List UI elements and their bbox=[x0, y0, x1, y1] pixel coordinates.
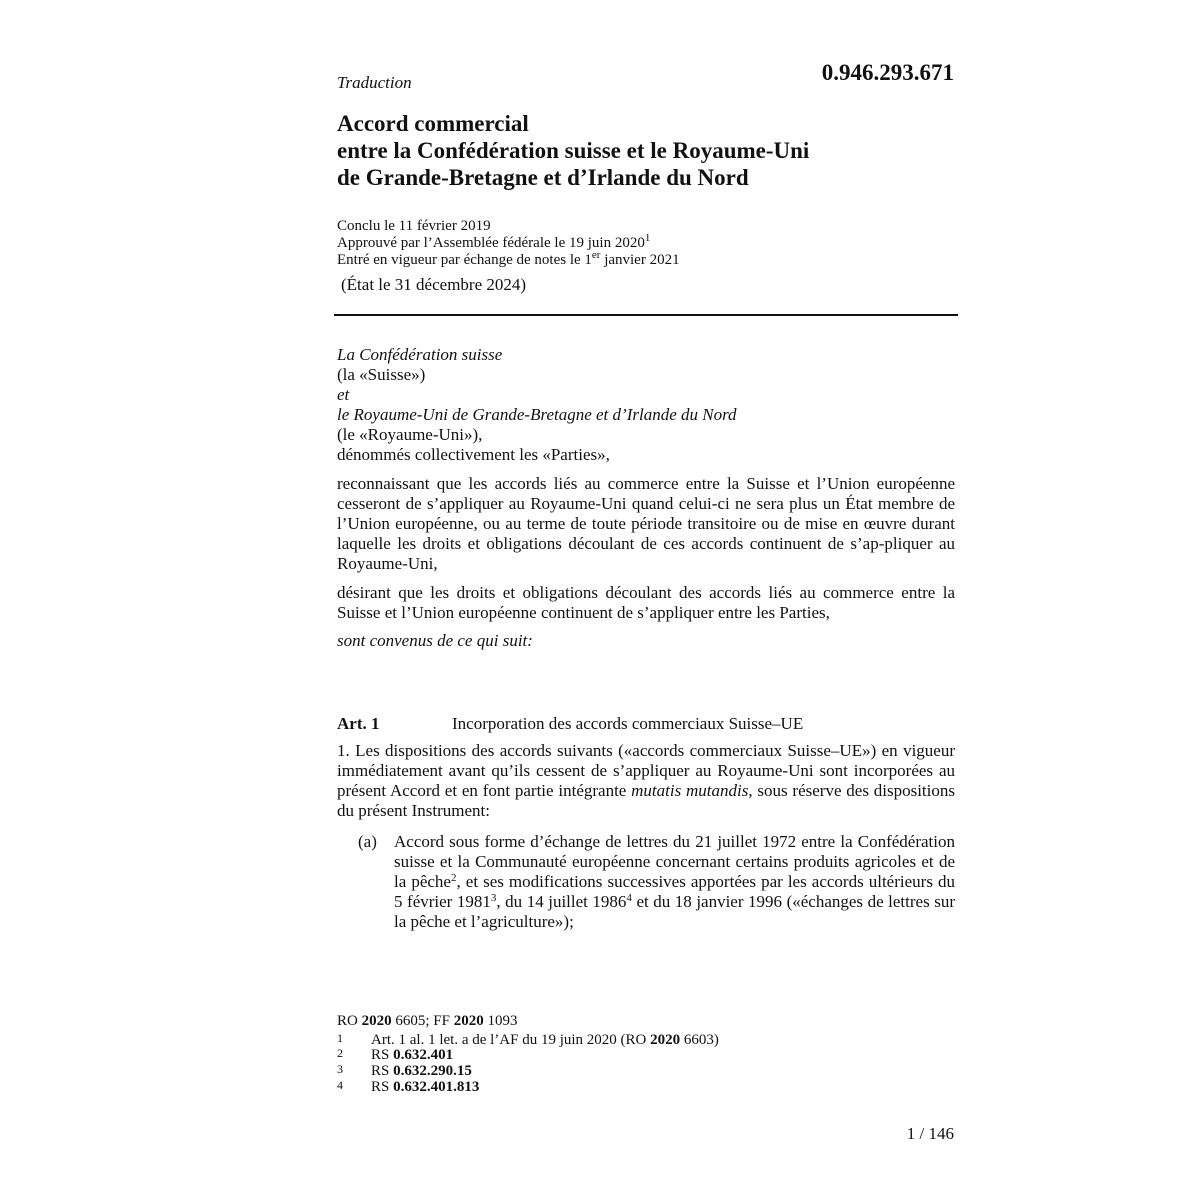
preamble-desiring: désirant que les droits et obligations découlant des accords liés au commerce entre la Suisse et l’Union européenne continuent de s’appliquer entre les Parties, bbox=[337, 583, 955, 622]
article-1-paragraph-1 bbox=[337, 741, 955, 821]
footnote-text-b: 6603) bbox=[680, 1032, 719, 1048]
entry-suffix: janvier 2021 bbox=[600, 252, 680, 268]
item-a-label: (a) bbox=[358, 832, 377, 851]
footnote-number: 2 bbox=[337, 1046, 343, 1060]
party-1-short: (la «Suisse») bbox=[337, 365, 426, 384]
footnote-text-a: RS bbox=[371, 1079, 394, 1095]
article-number: Art. 1 bbox=[337, 714, 380, 733]
ro-prefix: RO bbox=[337, 1013, 362, 1029]
title-line-1: Accord commercial bbox=[337, 111, 529, 136]
footnote-text-a: Art. 1 al. 1 let. a de l’AF du 19 juin 2020 (RO bbox=[371, 1032, 651, 1048]
para1-text-b: , sous réserve des dispositions du présent Instrument: bbox=[337, 781, 955, 820]
title-line-2: entre la Confédération suisse et le Royaume-Uni bbox=[337, 138, 810, 163]
item-a-part-3: , du 14 juillet 1986 bbox=[496, 892, 627, 911]
ro-page: 6605; FF bbox=[391, 1013, 454, 1029]
para1-text-a: 1. Les dispositions des accords suivants («accords commerciaux Suisse–UE») en vigueur immédiatement avant qu’ils cessent de s’appliquer au Royaume-Uni sont incorporées au présent Accord et en font partie intégrante bbox=[337, 741, 955, 800]
parties-collective: dénommés collectivement les «Parties», bbox=[337, 445, 610, 464]
footnote-ref-4[interactable]: 4 bbox=[626, 892, 632, 904]
approved-date bbox=[337, 232, 680, 252]
footnote-text-a: RS bbox=[371, 1047, 394, 1063]
ff-page: 1093 bbox=[483, 1013, 518, 1029]
official-compilation-ref bbox=[337, 1013, 517, 1030]
footnote-text-bold: 2020 bbox=[650, 1032, 681, 1048]
article-heading: Incorporation des accords commerciaux Suisse–UE bbox=[452, 714, 804, 733]
footnote-text bbox=[371, 1063, 472, 1079]
party-2: le Royaume-Uni de Grande-Bretagne et d’Irlande du Nord bbox=[337, 405, 737, 424]
item-a-text bbox=[394, 832, 955, 932]
footnote-ref-3[interactable]: 3 bbox=[490, 892, 497, 904]
preamble-parties bbox=[337, 345, 957, 465]
party-1: La Confédération suisse bbox=[337, 345, 503, 364]
state-date: (État le 31 décembre 2024) bbox=[341, 275, 527, 294]
title-line-3: de Grande-Bretagne et d’Irlande du Nord bbox=[337, 165, 749, 190]
item-a-part-2: , et ses modifications successives apportées par les accords ultérieurs du 5 février 1981 bbox=[394, 872, 955, 911]
ff-year: 2020 bbox=[453, 1013, 484, 1029]
footnote-number: 3 bbox=[337, 1062, 343, 1076]
approved-text: Approuvé par l’Assemblée fédérale le 19 juin 2020 bbox=[337, 235, 645, 251]
footnote-text-bold: 0.632.401 bbox=[393, 1047, 454, 1063]
item-a-part-1: Accord sous forme d’échange de lettres du 21 juillet 1972 entre la Confédération suisse et la Communauté européenne concernant certains produits agricoles et de la pêche bbox=[394, 832, 955, 891]
footnote-text bbox=[371, 1032, 719, 1048]
document-meta bbox=[337, 218, 680, 269]
preamble-recognizing: reconnaissant que les accords liés au commerce entre la Suisse et l’Union européenne cesseront de s’appliquer au Royaume-Uni quand celui-ci ne sera plus un État membre de l’Union européenne, ou au terme de toute période transitoire ou de mise en œuvre durant laquelle les droits et obligations découlant de ces accords continuent de s’ap-pliquer au Royaume-Uni, bbox=[337, 474, 955, 573]
footnote-text-bold: 0.632.401.813 bbox=[393, 1079, 480, 1095]
document-title bbox=[337, 110, 809, 191]
concluded-date: Conclu le 11 février 2019 bbox=[337, 218, 491, 234]
footnote-text bbox=[371, 1079, 479, 1095]
footnote-text-bold: 0.632.290.15 bbox=[393, 1063, 472, 1079]
ro-year: 2020 bbox=[361, 1013, 392, 1029]
header-divider bbox=[334, 314, 958, 316]
entry-prefix: Entré en vigueur par échange de notes le 1 bbox=[337, 252, 592, 268]
footnote-ref-1[interactable]: 1 bbox=[644, 232, 651, 244]
translation-label: Traduction bbox=[337, 73, 412, 92]
para1-italic: mutatis mutandis bbox=[631, 781, 749, 800]
entry-into-force bbox=[337, 249, 680, 269]
item-a-part-4: et du 18 janvier 1996 («échanges de lettres sur la pêche et l’agriculture»); bbox=[394, 892, 955, 931]
footnote-number: 1 bbox=[337, 1031, 343, 1045]
rs-number: 0.946.293.671 bbox=[821, 60, 954, 85]
page-number: 1 / 146 bbox=[906, 1124, 954, 1143]
preamble-agreed: sont convenus de ce qui suit: bbox=[337, 631, 533, 650]
footnote-text bbox=[371, 1047, 453, 1063]
conjunction: et bbox=[337, 385, 350, 404]
party-2-short: (le «Royaume-Uni»), bbox=[337, 425, 483, 444]
entry-sup: er bbox=[591, 249, 601, 261]
footnote-ref-2[interactable]: 2 bbox=[450, 872, 457, 884]
footnote-text-a: RS bbox=[371, 1063, 394, 1079]
footnote-number: 4 bbox=[337, 1078, 343, 1092]
